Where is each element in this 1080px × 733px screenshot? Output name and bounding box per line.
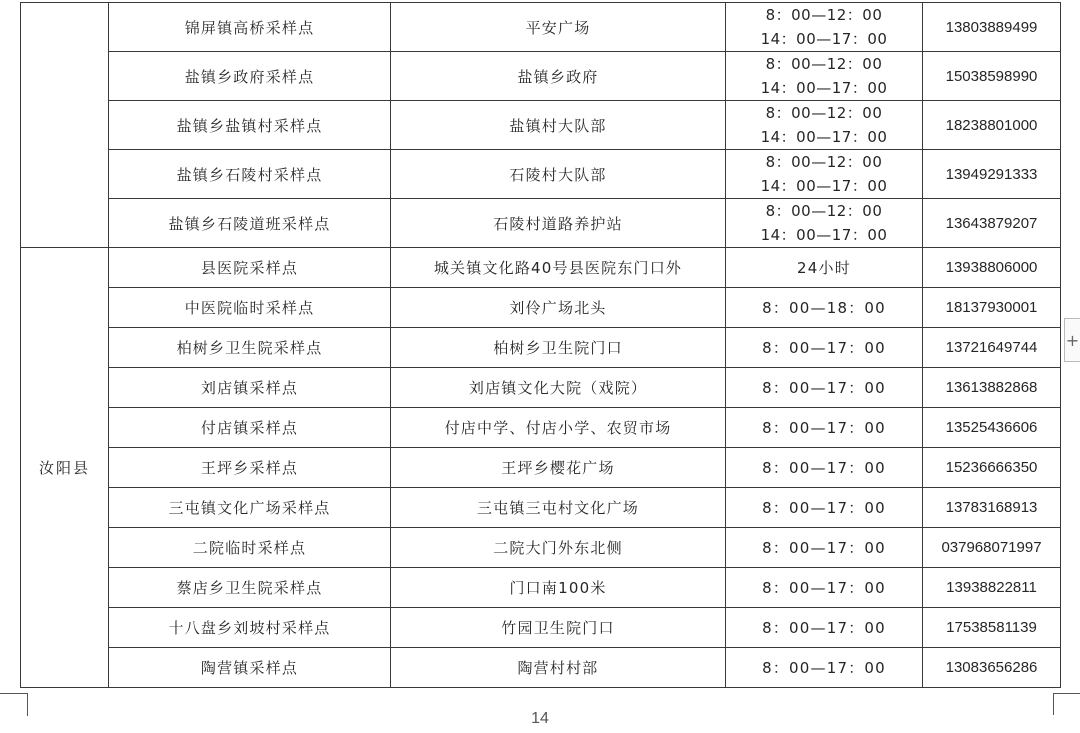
hours-morning: 8：00—12：00 [765,153,883,171]
table-row [21,648,1061,688]
hours-afternoon: 14：00—17：00 [760,226,888,244]
site-name-cell: 县医院采样点 [109,248,391,288]
crop-mark-left-horizontal [0,693,28,694]
site-name-cell: 盐镇乡盐镇村采样点 [109,101,391,150]
table-row [21,150,1061,199]
plus-icon: + [1065,330,1080,350]
county-cell: 汝阳县 [21,248,109,688]
phone-cell: 13938806000 [923,248,1061,288]
address-cell: 王坪乡樱花广场 [391,448,726,488]
table-row [21,199,1061,248]
hours-afternoon: 14：00—17：00 [760,128,888,146]
hours-cell: 8：00—17：00 [726,648,923,688]
table-row [21,608,1061,648]
site-name-cell: 盐镇乡政府采样点 [109,52,391,101]
phone-cell: 13083656286 [923,648,1061,688]
hours-cell: 24小时 [726,248,923,288]
phone-cell: 15038598990 [923,52,1061,101]
address-cell: 刘店镇文化大院（戏院） [391,368,726,408]
hours-afternoon: 14：00—17：00 [760,79,888,97]
hours-morning: 8：00—12：00 [765,55,883,73]
phone-cell: 15236666350 [923,448,1061,488]
table-row [21,288,1061,328]
hours-cell [726,199,923,248]
table-row [21,101,1061,150]
address-cell: 石陵村道路养护站 [391,199,726,248]
address-cell: 门口南100米 [391,568,726,608]
site-name-cell: 蔡店乡卫生院采样点 [109,568,391,608]
site-name-cell: 三屯镇文化广场采样点 [109,488,391,528]
hours-cell [726,52,923,101]
hours-cell: 8：00—17：00 [726,488,923,528]
phone-cell: 18238801000 [923,101,1061,150]
site-name-cell: 付店镇采样点 [109,408,391,448]
phone-cell: 13949291333 [923,150,1061,199]
site-name-cell: 中医院临时采样点 [109,288,391,328]
hours-cell: 8：00—17：00 [726,448,923,488]
address-cell: 盐镇乡政府 [391,52,726,101]
table-row [21,448,1061,488]
site-name-cell: 陶营镇采样点 [109,648,391,688]
crop-mark-right [1053,693,1054,715]
hours-morning: 8：00—12：00 [765,202,883,220]
phone-cell: 13803889499 [923,3,1061,52]
hours-morning: 8：00—12：00 [765,104,883,122]
table-row [21,328,1061,368]
site-name-cell: 柏树乡卫生院采样点 [109,328,391,368]
hours-cell [726,3,923,52]
hours-morning: 8：00—12：00 [765,6,883,24]
address-cell: 平安广场 [391,3,726,52]
site-name-cell: 锦屏镇高桥采样点 [109,3,391,52]
page-number: 14 [531,710,549,727]
address-cell: 柏树乡卫生院门口 [391,328,726,368]
address-cell: 石陵村大队部 [391,150,726,199]
site-name-cell: 十八盘乡刘坡村采样点 [109,608,391,648]
address-cell: 城关镇文化路40号县医院东门口外 [391,248,726,288]
hours-cell: 8：00—17：00 [726,328,923,368]
site-name-cell: 盐镇乡石陵道班采样点 [109,199,391,248]
address-cell: 刘伶广场北头 [391,288,726,328]
table-row [21,248,1061,288]
hours-cell: 8：00—17：00 [726,608,923,648]
hours-cell: 8：00—17：00 [726,568,923,608]
address-cell: 竹园卫生院门口 [391,608,726,648]
hours-afternoon: 14：00—17：00 [760,30,888,48]
table-row [21,528,1061,568]
address-cell: 付店中学、付店小学、农贸市场 [391,408,726,448]
table-row [21,52,1061,101]
site-name-cell: 刘店镇采样点 [109,368,391,408]
table-row [21,408,1061,448]
table-row [21,3,1061,52]
site-name-cell: 盐镇乡石陵村采样点 [109,150,391,199]
phone-cell: 18137930001 [923,288,1061,328]
address-cell: 陶营村村部 [391,648,726,688]
site-name-cell: 二院临时采样点 [109,528,391,568]
hours-cell [726,101,923,150]
hours-cell [726,150,923,199]
hours-cell: 8：00—17：00 [726,368,923,408]
phone-cell: 13721649744 [923,328,1061,368]
site-name-cell: 王坪乡采样点 [109,448,391,488]
phone-cell: 13613882868 [923,368,1061,408]
county-cell [21,3,109,248]
table-row [21,568,1061,608]
expand-panel-button[interactable] [1064,318,1080,362]
crop-mark-left [27,693,28,716]
phone-cell: 13643879207 [923,199,1061,248]
table-row [21,488,1061,528]
crop-mark-right-horizontal [1053,693,1080,694]
phone-cell: 17538581139 [923,608,1061,648]
hours-cell: 8：00—17：00 [726,408,923,448]
phone-cell: 13783168913 [923,488,1061,528]
address-cell: 盐镇村大队部 [391,101,726,150]
phone-cell: 13525436606 [923,408,1061,448]
table-row [21,368,1061,408]
address-cell: 二院大门外东北侧 [391,528,726,568]
hours-cell: 8：00—18：00 [726,288,923,328]
sampling-sites-table [20,2,1061,688]
address-cell: 三屯镇三屯村文化广场 [391,488,726,528]
hours-cell: 8：00—17：00 [726,528,923,568]
phone-cell: 037968071997 [923,528,1061,568]
hours-afternoon: 14：00—17：00 [760,177,888,195]
phone-cell: 13938822811 [923,568,1061,608]
